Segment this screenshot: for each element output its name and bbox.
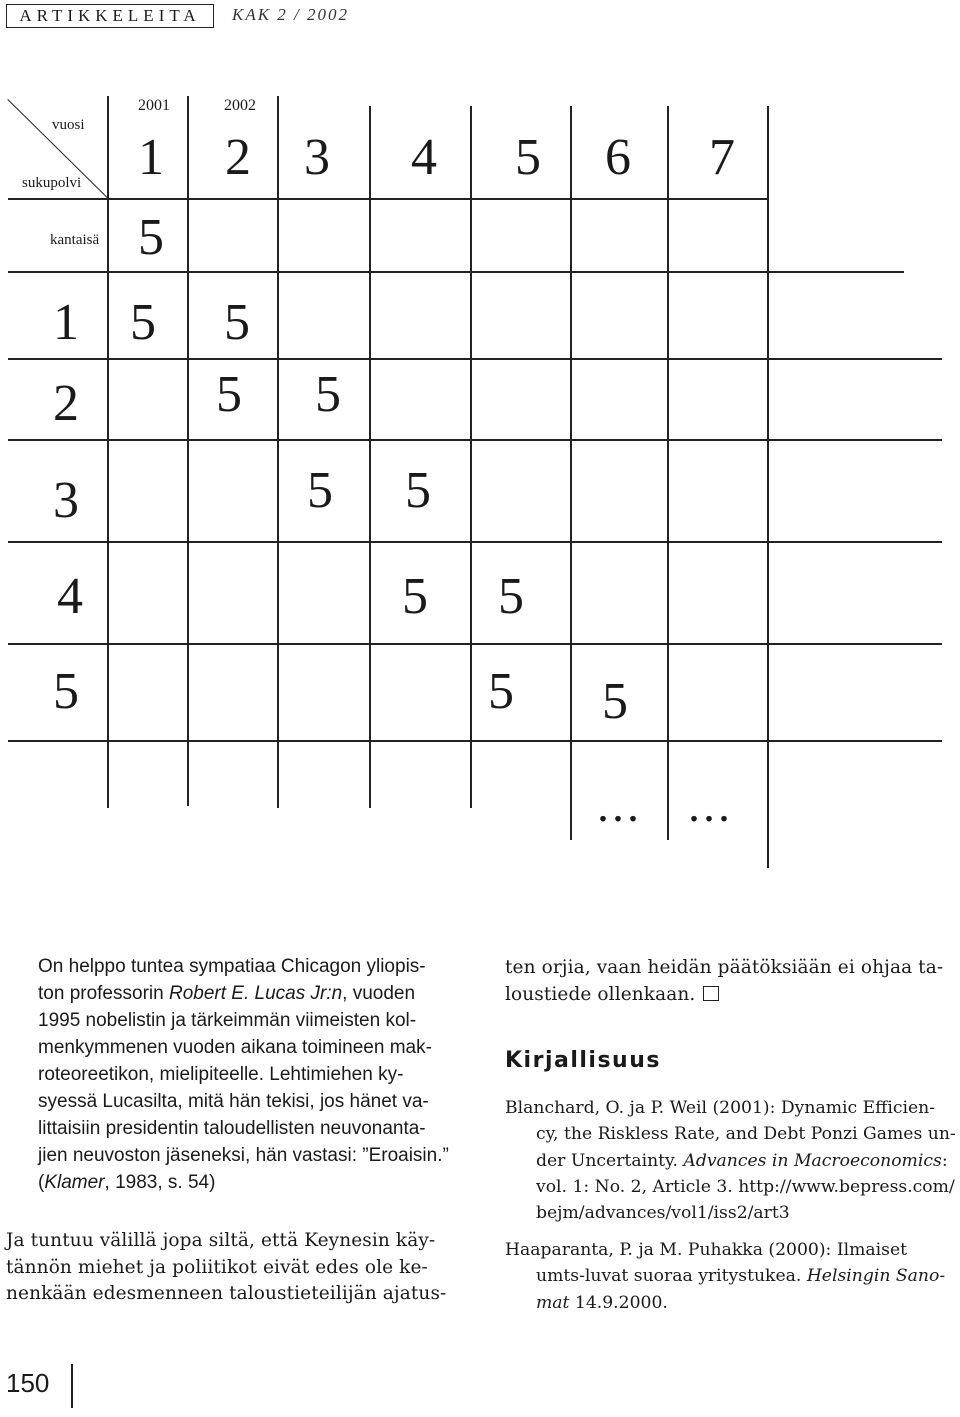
ellipsis: ... [597, 779, 642, 832]
row-label: 4 [57, 568, 83, 625]
year-label: 2002 [224, 97, 256, 114]
reference-entry: Haaparanta, P. ja M. Puhakka (2000): Ilmaiset umts-luvat suoraa yritystukea. Helsingin Sano- mat 14.9.2000. [505, 1240, 946, 1313]
grid-line [570, 106, 572, 840]
row-label: 1 [53, 294, 79, 351]
row-label: 3 [53, 472, 79, 529]
kantaisa-cell: 5 [138, 209, 164, 266]
table-cell: 5 [498, 568, 524, 625]
grid-line [187, 96, 189, 806]
paragraph-body: Ja tuntuu välillä jopa siltä, että Keynesin käy- tännön miehet ja poliitikot eivät edes ole ke- nenkään edesmenneen taloustieteilijän ajatus- [6, 1230, 447, 1304]
grid-line [369, 106, 371, 808]
page-number: 150 [6, 1368, 50, 1398]
grid-line [8, 643, 942, 645]
grid-line [767, 106, 769, 868]
table-cell: 5 [216, 366, 242, 423]
table-cell: 5 [602, 673, 628, 730]
column-header: 5 [515, 129, 541, 186]
corner-label-vuosi: vuosi [52, 117, 85, 133]
column-header: 7 [709, 129, 735, 186]
grid-line [8, 740, 942, 742]
grid-line [8, 271, 904, 273]
page-number-divider [71, 1364, 73, 1408]
grid-line [8, 358, 942, 360]
corner-label-sukupolvi: sukupolvi [22, 175, 82, 191]
reference-entry: Blanchard, O. ja P. Weil (2001): Dynamic Efficien- cy, the Riskless Rate, and Debt Ponzi Games un- der Uncertainty. Advances in Macroeconomics: vol. 1: No. 2, Article 3. http://www.bepress.com/ bejm/advances/vol1/iss2/art3 [505, 1098, 956, 1224]
end-square-icon [703, 986, 719, 1001]
row-label: 5 [53, 663, 79, 720]
paragraph-continuation: ten orjia, vaan heidän päätöksiään ei ohjaa ta- loustiede ollenkaan. [505, 957, 944, 1005]
table-cell: 5 [224, 294, 250, 351]
table-cell: 5 [405, 462, 431, 519]
grid-line [8, 198, 768, 200]
column-header: 6 [605, 129, 631, 186]
corner-label-kantaisa: kantaisä [50, 232, 100, 248]
grid-line [667, 106, 669, 840]
paragraph-quote: On helppo tuntea sympatiaa Chicagon yliopis- ton professorin Robert E. Lucas Jr:n, vuoden 1995 nobelistin ja tärkeimmän viimeisten kol- menkymmenen vuoden aikana toimineen mak- roteoreetikon, mielipiteelle. Lehtimiehen ky- syessä Lucasilta, mitä hän tekisi, jos hänet va- littaisiin presidentin taloudellisten neuvonanta- jien neuvoston jäseneksi, hän vastasi: ”Eroaisin.” (Klamer, 1983, s. 54) [38, 956, 449, 1193]
ellipsis: ... [688, 779, 733, 832]
row-label: 2 [53, 375, 79, 432]
table-cell: 5 [130, 294, 156, 351]
column-header: 3 [304, 129, 330, 186]
section-label: ARTIKKELEITA [6, 4, 214, 28]
grid-line [107, 96, 109, 808]
grid-line [8, 439, 942, 441]
table-cell: 5 [315, 366, 341, 423]
table-cell: 5 [488, 663, 514, 720]
grid-line [8, 541, 942, 543]
column-header: 2 [225, 129, 251, 186]
column-header: 4 [411, 129, 437, 186]
year-label: 2001 [138, 97, 170, 114]
grid-line [277, 96, 279, 808]
references-heading: Kirjallisuus [505, 1048, 661, 1073]
issue-label: KAK 2 / 2002 [232, 5, 350, 24]
table-cell: 5 [402, 568, 428, 625]
grid-line [470, 106, 472, 808]
table-cell: 5 [307, 462, 333, 519]
column-header: 1 [138, 129, 164, 186]
